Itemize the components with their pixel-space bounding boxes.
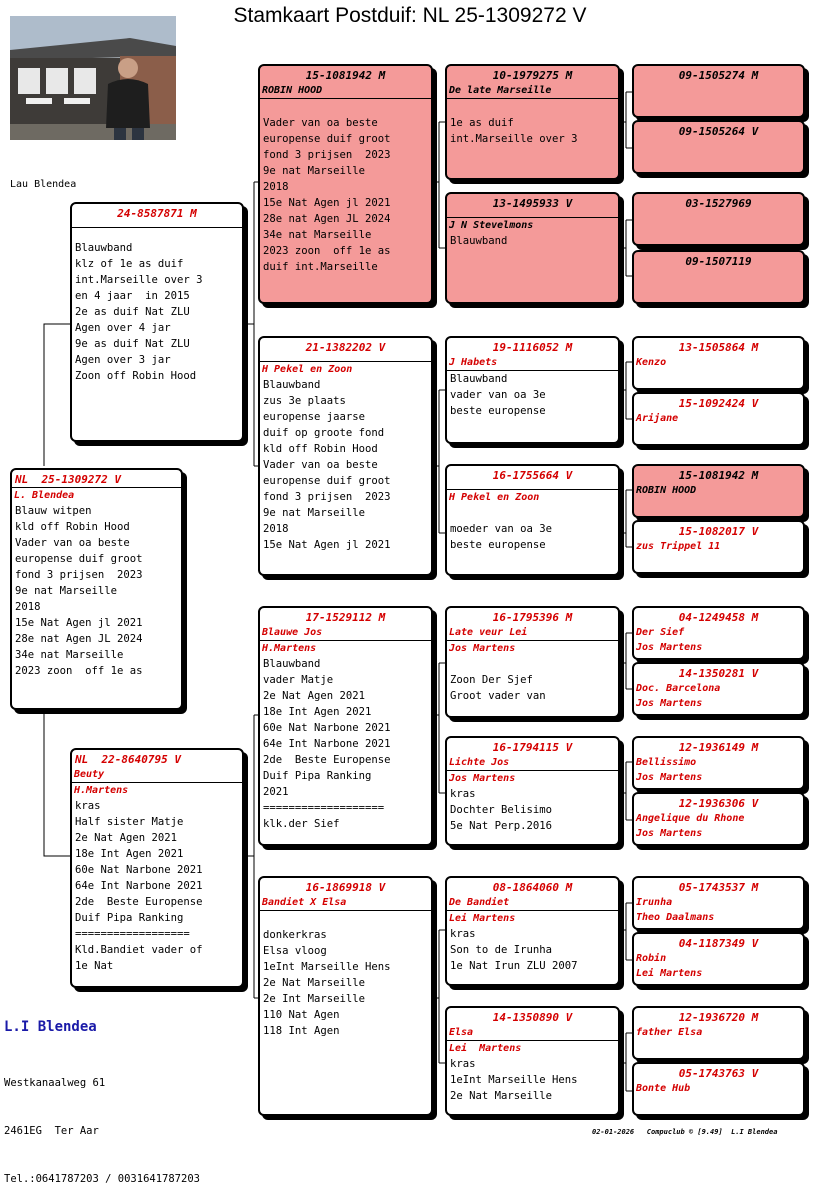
pigeon-description: Blauwband <box>450 235 508 247</box>
pigeon-name: J Habets <box>449 357 498 368</box>
subject-pigeon-card[interactable] <box>10 468 183 710</box>
pigeon-description: Blauwband vader van oa 3e beste europense <box>450 373 546 417</box>
great-great-grandparent-card-15[interactable] <box>632 1006 805 1060</box>
breeder-label: Jos Martens <box>449 643 516 654</box>
pigeon-description: Blauwband klz of 1e as duif int.Marseille over 3 en 4 jaar in 2015 2e as duif Nat ZLU Agen over 4 jar 9e as duif Nat ZLU Agen over 3 jar Zoon off Robin Hood <box>75 242 203 382</box>
address-street: Westkanaalweg 61 <box>4 1077 106 1089</box>
breeder-label: L. Blendea <box>14 490 75 501</box>
breeder-label: H.Martens <box>262 643 317 654</box>
grandparent-card-1[interactable] <box>258 64 433 304</box>
ring-number: 12-1936306 V <box>678 797 759 810</box>
great-great-grandparent-card-7[interactable] <box>632 464 805 518</box>
great-grandparent-card-1[interactable] <box>445 64 620 180</box>
ring-number: 16-1869918 V <box>305 881 386 894</box>
ring-number: 03-1527969 <box>685 197 752 210</box>
ring-number: NL 22-8640795 V <box>75 753 181 766</box>
breeder-label: Lei Martens <box>449 1043 522 1054</box>
great-grandparent-card-4[interactable] <box>445 464 620 576</box>
pigeon-description: Blauw witpen kld off Robin Hood Vader van oa beste europense duif groot fond 3 prijsen 2023 9e nat Marseille 2018 15e Nat Agen jl 2021 28e nat Agen JL 2024 34e nat Marseille 2023 zoon off 1e as <box>15 505 143 677</box>
ring-number: 05-1743537 M <box>678 881 759 894</box>
pigeon-name: zus Trippel 11 <box>636 541 721 552</box>
great-great-grandparent-card-13[interactable] <box>632 876 805 930</box>
pigeon-name: Lichte Jos <box>449 757 510 768</box>
breeder-label: Jos Martens <box>636 698 703 709</box>
ring-number: 16-1795396 M <box>492 611 573 624</box>
pigeon-name: De late Marseille <box>449 85 552 96</box>
great-great-grandparent-card-1[interactable] <box>632 64 805 118</box>
great-grandparent-card-5[interactable] <box>445 606 620 718</box>
great-great-grandparent-card-5[interactable] <box>632 336 805 390</box>
breeder-label: Lei Martens <box>449 913 516 924</box>
great-great-grandparent-card-11[interactable] <box>632 736 805 790</box>
ring-number: 12-1936720 M <box>678 1011 759 1024</box>
great-great-grandparent-card-10[interactable] <box>632 662 805 716</box>
pigeon-description: donkerkras Elsa vloog 1eInt Marseille Hens 2e Nat Marseille 2e Int Marseille 110 Nat Agen 118 Int Agen <box>263 929 391 1037</box>
great-grandparent-card-3[interactable] <box>445 336 620 444</box>
ring-number: 15-1092424 V <box>678 397 759 410</box>
pigeon-description: kras Son to de Irunha 1e Nat Irun ZLU 2007 <box>450 928 578 972</box>
breeder-label: J N Stevelmons <box>449 220 534 231</box>
address-phone: Tel.:0641787203 / 0031641787203 <box>4 1173 200 1185</box>
pigeon-description: Blauwband zus 3e plaats europense jaarse duif op groote fond kld off Robin Hood Vader van oa beste europense duif groot fond 3 prijsen 2023 9e nat Marseille 2018 15e Nat Agen jl 2021 <box>263 379 391 551</box>
ring-number: 14-1350281 V <box>678 667 759 680</box>
breeder-label: Jos Martens <box>636 772 703 783</box>
ring-number: 08-1864060 M <box>492 881 573 894</box>
ring-number: 15-1082017 V <box>678 525 759 538</box>
pigeon-description: kras Dochter Belisimo 5e Nat Perp.2016 <box>450 788 553 832</box>
great-grandparent-card-6[interactable] <box>445 736 620 846</box>
pigeon-name: Kenzo <box>636 357 667 368</box>
ring-number: 09-1505274 M <box>678 69 759 82</box>
great-great-grandparent-card-3[interactable] <box>632 192 805 246</box>
ring-number: 24-8587871 M <box>117 207 197 220</box>
ring-number: 10-1979275 M <box>492 69 573 82</box>
page-title: Stamkaart Postduif: NL 25-1309272 V <box>233 4 587 27</box>
ring-number: 21-1382202 V <box>305 341 386 354</box>
great-grandparent-card-7[interactable] <box>445 876 620 986</box>
ring-number: 16-1794115 V <box>492 741 573 754</box>
ring-number: 09-1507119 <box>685 255 752 268</box>
great-great-grandparent-card-6[interactable] <box>632 392 805 446</box>
great-great-grandparent-card-9[interactable] <box>632 606 805 660</box>
pigeon-description: moeder van oa 3e beste europense <box>450 523 553 551</box>
ring-number: 16-1755664 V <box>492 469 573 482</box>
breeder-label: Jos Martens <box>636 642 703 653</box>
pigeon-name: Der Sief <box>636 627 685 638</box>
great-great-grandparent-card-16[interactable] <box>632 1062 805 1116</box>
great-great-grandparent-card-8[interactable] <box>632 520 805 574</box>
breeder-label: H Pekel en Zoon <box>262 364 353 375</box>
ring-number: 17-1529112 M <box>305 611 386 624</box>
breeder-name: L.I Blendea <box>4 1019 97 1035</box>
pigeon-description: Vader van oa beste europense duif groot fond 3 prijsen 2023 9e nat Marseille 2018 15e Nat Agen jl 2021 28e nat Agen JL 2024 34e nat Marseille 2023 zoon off 1e as duif int.Marseille <box>263 117 391 273</box>
grandparent-card-2[interactable] <box>258 336 433 576</box>
pigeon-name: Doc. Barcelona <box>636 683 721 694</box>
pigeon-name: father Elsa <box>636 1027 703 1038</box>
pigeon-name: Robin <box>636 953 667 964</box>
breeder-label: H Pekel en Zoon <box>449 492 540 503</box>
owner-caption: Lau Blendea <box>10 179 77 190</box>
pigeon-name: Beuty <box>74 769 105 780</box>
pigeon-name: ROBIN HOOD <box>636 485 697 496</box>
breeder-label: H.Martens <box>74 785 129 796</box>
address-city: 2461EG Ter Aar <box>4 1125 99 1137</box>
pigeon-description: Blauwband vader Matje 2e Nat Agen 2021 18e Int Agen 2021 60e Nat Narbone 2021 64e Int Narbone 2021 2de Beste Europense Duif Pipa Ranking 2021 =================== klk.der Sief <box>263 658 391 830</box>
pigeon-name: Blauwe Jos <box>262 627 323 638</box>
grandparent-card-4[interactable] <box>258 876 433 1116</box>
great-grandparent-card-2[interactable] <box>445 192 620 304</box>
pigeon-name: Arijane <box>636 413 679 424</box>
grandparent-card-3[interactable] <box>258 606 433 846</box>
pigeon-name: Angelique du Rhone <box>636 813 745 824</box>
pigeon-description: Zoon Der Sjef Groot vader van <box>450 674 546 702</box>
pigeon-name: ROBIN HOOD <box>262 85 323 96</box>
pigeon-name: Bandiet X Elsa <box>262 897 347 908</box>
breeder-address <box>4 1043 200 1203</box>
great-grandparent-card-8[interactable] <box>445 1006 620 1116</box>
pigeon-name: Elsa <box>449 1027 474 1038</box>
ring-number: 19-1116052 M <box>492 341 573 354</box>
father-card[interactable] <box>70 202 244 442</box>
pigeon-description: kras 1eInt Marseille Hens 2e Nat Marseille <box>450 1058 578 1102</box>
great-great-grandparent-card-2[interactable] <box>632 120 805 174</box>
ring-number: 04-1249458 M <box>678 611 759 624</box>
pigeon-name: Late veur Lei <box>449 627 528 638</box>
ring-number: 13-1495933 V <box>492 197 573 210</box>
pigeon-description: 1e as duif int.Marseille over 3 <box>450 117 578 145</box>
breeder-label: Theo Daalmans <box>636 912 715 923</box>
ring-number: 04-1187349 V <box>678 937 759 950</box>
ring-number: 15-1081942 M <box>678 469 759 482</box>
ring-number: 12-1936149 M <box>678 741 759 754</box>
pigeon-description: kras Half sister Matje 2e Nat Agen 2021 18e Int Agen 2021 60e Nat Narbone 2021 64e Int Narbone 2021 2de Beste Europense Duif Pipa Ranking ================== Kld.Bandiet vader of 1e Nat <box>75 800 203 972</box>
ring-number: 05-1743763 V <box>678 1067 759 1080</box>
pigeon-name: Bonte Hub <box>636 1083 691 1094</box>
ring-number: 09-1505264 V <box>678 125 759 138</box>
great-great-grandparent-card-14[interactable] <box>632 932 805 986</box>
breeder-label: Lei Martens <box>636 968 703 979</box>
great-great-grandparent-card-4[interactable] <box>632 250 805 304</box>
ring-number: 15-1081942 M <box>305 69 386 82</box>
breeder-label: Jos Martens <box>636 828 703 839</box>
great-great-grandparent-card-12[interactable] <box>632 792 805 846</box>
ring-number: NL 25-1309272 V <box>15 473 121 486</box>
pigeon-name: Irunha <box>636 897 673 908</box>
pigeon-name: Bellissimo <box>636 757 697 768</box>
ring-number: 13-1505864 M <box>678 341 759 354</box>
ring-number: 14-1350890 V <box>492 1011 573 1024</box>
pigeon-name: De Bandiet <box>449 897 510 908</box>
footer-credit: 02-01-2026 Compuclub © [9.49] L.I Blendea <box>592 1128 778 1136</box>
mother-card[interactable] <box>70 748 244 988</box>
breeder-label: Jos Martens <box>449 773 516 784</box>
